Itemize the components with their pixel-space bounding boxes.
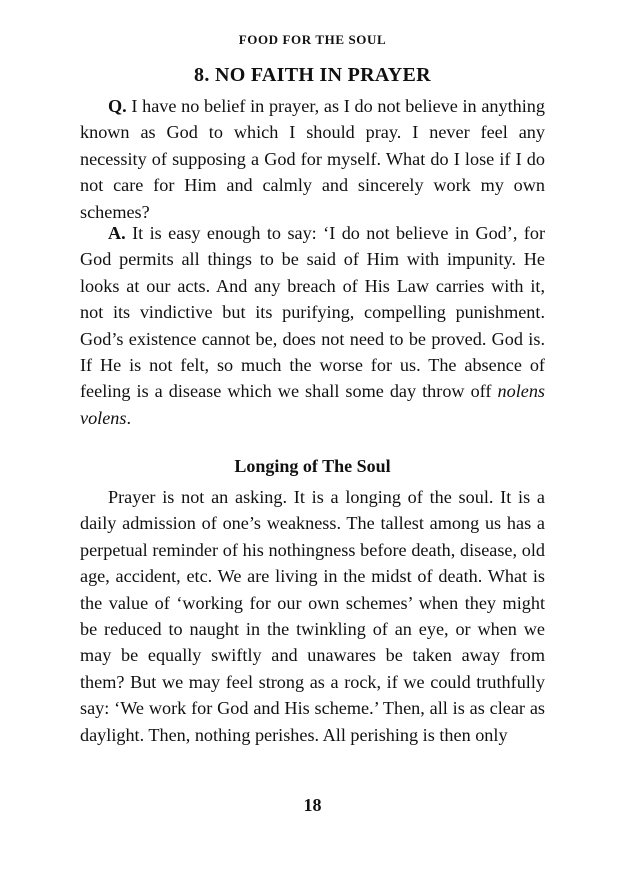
answer-text: It is easy enough to say: ‘I do not believe in God’, for God permits all things to be said of Him with impunity. He looks at our acts. And any breach of His Law carries with it, not its vindictive but its purifying, compelling punishment. God’s existence cannot be, does not need to be proved. God is. If He is not felt, so much the worse for us. The absence of feeling is a disease which we shall some day throw off xyxy=(80,223,545,402)
running-head: FOOD FOR THE SOUL xyxy=(238,32,387,47)
body-paragraph: Prayer is not an asking. It is a longing of the soul. It is a daily admission of one’s weakness. The tallest among us has a perpetual reminder of his nothingness before death, disease, old age, accident, etc. We are living in the midst of death. What is the value of ‘working for our own schemes’ when they might be reduced to naught in the twinkling of an eye, or when we may be equally swiftly and unawares be taken away from them? But we may feel strong as a rock, if we could truthfully say: ‘We work for God and His scheme.’ Then, all is as clear as daylight. Then, nothing perishes. All perishing is then only xyxy=(80,487,545,745)
question-text: I have no belief in prayer, as I do not believe in anything known as God to which I should pray. I never feel any necessity of supposing a God for myself. What do I lose if I do not care for Him and calmly and sincerely work my own schemes? xyxy=(80,96,545,222)
section-heading: Longing of The Soul xyxy=(234,456,391,476)
chapter-title: 8. NO FAITH IN PRAYER xyxy=(194,64,431,86)
answer-end: . xyxy=(126,407,132,428)
answer-paragraph xyxy=(80,220,545,431)
question-paragraph xyxy=(80,93,545,225)
question-label: Q. xyxy=(108,96,127,116)
answer-label: A. xyxy=(108,223,126,243)
answer-italic-phrase: nolens volens xyxy=(80,381,545,428)
page-number: 18 xyxy=(303,795,322,815)
